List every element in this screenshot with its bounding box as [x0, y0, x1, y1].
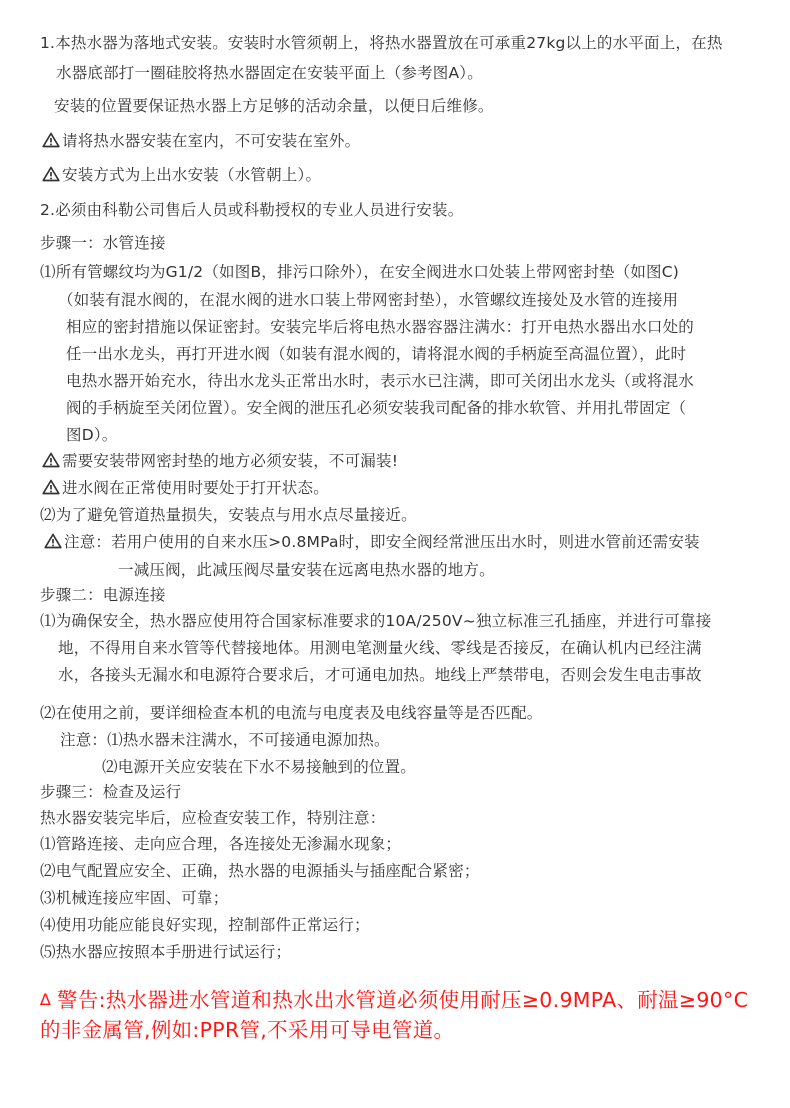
step-1-item-1-line-4: 任一出水龙头，再打开进水阀（如装有混水阀的，请将混水阀的手柄旋至高温位置），此时	[66, 345, 687, 363]
caution-inlet-valve	[42, 476, 329, 500]
caution-mounting	[42, 163, 321, 187]
step-2-item-1-line-3: 水，各接头无漏水和电源符合要求后，才可通电加热。地线上严禁带电，否则会发生电击事故	[58, 666, 702, 684]
step-1-item-2: ⑵为了避免管道热量损失，安装点与用水点尽量接近。	[40, 506, 417, 524]
step-3-item-1: ⑴管路连接、走向应合理，各连接处无渗漏水现象；	[40, 835, 402, 853]
step-2-item-1-line-1: ⑴为确保安全，热水器应使用符合国家标准要求的10A/250V~独立标准三孔插座，并进行可靠接	[40, 612, 712, 630]
caution-pressure-text: 注意：若用户使用的自来水压>0.8MPa时，即安全阀经常泄压出水时，则进水管前还需安装	[64, 533, 700, 551]
step-3-intro: 热水器安装完毕后，应检查安装工作，特别注意：	[40, 809, 386, 827]
warning-triangle-icon	[42, 452, 60, 468]
step-3-item-4: ⑷使用功能应能良好实现，控制部件正常运行；	[40, 916, 370, 934]
warning-triangle-icon	[44, 533, 62, 549]
para-1-line-3: 安装的位置要保证热水器上方足够的活动余量，以便日后维修。	[54, 97, 494, 115]
red-warning-text: 警告:热水器进水管道和热水出水管道必须使用耐压≥0.9MPA、耐温≥90°C	[57, 988, 749, 1012]
red-warning-line-2: 的非金属管,例如:PPR管,不采用可导电管道。	[40, 1018, 455, 1042]
step-3-item-3: ⑶机械连接应牢固、可靠；	[40, 889, 229, 907]
caution-indoor-text: 请将热水器安装在室内，不可安装在室外。	[62, 132, 361, 150]
step-2-heading: 步骤二：电源连接	[40, 586, 166, 604]
step-3-item-2: ⑵电气配置应安全、正确，热水器的电源插头与插座配合紧密；	[40, 862, 480, 880]
caution-seal	[42, 449, 398, 473]
caution-pressure-line-2: 一减压阀，此减压阀尽量安装在远离电热水器的地方。	[118, 561, 495, 579]
step-1-item-1-line-3: 相应的密封措施以保证密封。安装完毕后将电热水器容器注满水：打开电热水器出水口处的	[66, 318, 695, 336]
warning-delta-icon: ∆	[40, 990, 52, 1009]
step-2-item-1-line-2: 地，不得用自来水管等代替接地体。用测电笔测量火线、零线是否接反，在确认机内已经注满	[58, 639, 702, 657]
step-1-item-1-line-5: 电热水器开始充水，待出水龙头正常出水时，表示水已注满，即可关闭出水龙头（或将混水	[66, 372, 695, 390]
caution-mounting-text: 安装方式为上出水安装（水管朝上）。	[62, 166, 322, 184]
caution-indoor	[42, 129, 360, 153]
step-2-note-2: ⑵电源开关应安装在下水不易接触到的位置。	[102, 758, 417, 776]
caution-seal-text: 需要安装带网密封垫的地方必须安装，不可漏装!	[62, 452, 399, 470]
para-1-line-2: 水器底部打一圈硅胶将热水器固定在安装平面上（参考图A）。	[56, 64, 483, 82]
step-3-item-5: ⑸热水器应按照本手册进行试运行；	[40, 943, 292, 961]
para-2: 2.必须由科勒公司售后人员或科勒授权的专业人员进行安装。	[40, 201, 464, 219]
step-1-item-1-line-2: （如装有混水阀的，在混水阀的进水口装上带网密封垫），水管螺纹连接处及水管的连接用	[58, 291, 679, 309]
step-1-heading: 步骤一：水管连接	[40, 234, 166, 252]
step-1-item-1-line-6: 阀的手柄旋至关闭位置）。安全阀的泄压孔必须安装我司配备的排水软管、并用扎带固定（	[66, 399, 687, 417]
step-1-item-1-line-1: ⑴所有管螺纹均为G1/2（如图B，排污口除外），在安全阀进水口处装上带网密封垫（如图C)	[40, 263, 680, 281]
red-warning-line-1	[40, 985, 748, 1015]
step-3-heading: 步骤三：检查及运行	[40, 783, 182, 801]
warning-triangle-icon	[42, 132, 60, 148]
warning-triangle-icon	[42, 166, 60, 182]
step-1-item-1-line-7: 图D）。	[66, 426, 118, 444]
step-2-note-1: 注意：⑴热水器未注满水，不可接通电源加热。	[60, 731, 390, 749]
para-1-line-1: 1.本热水器为落地式安装。安装时水管须朝上，将热水器置放在可承重27kg以上的水平面上，在热	[40, 34, 723, 52]
caution-inlet-valve-text: 进水阀在正常使用时要处于打开状态。	[62, 479, 329, 497]
caution-pressure	[44, 530, 700, 554]
step-2-item-2: ⑵在使用之前，要详细检查本机的电流与电度表及电线容量等是否匹配。	[40, 704, 543, 722]
warning-triangle-icon	[42, 479, 60, 495]
